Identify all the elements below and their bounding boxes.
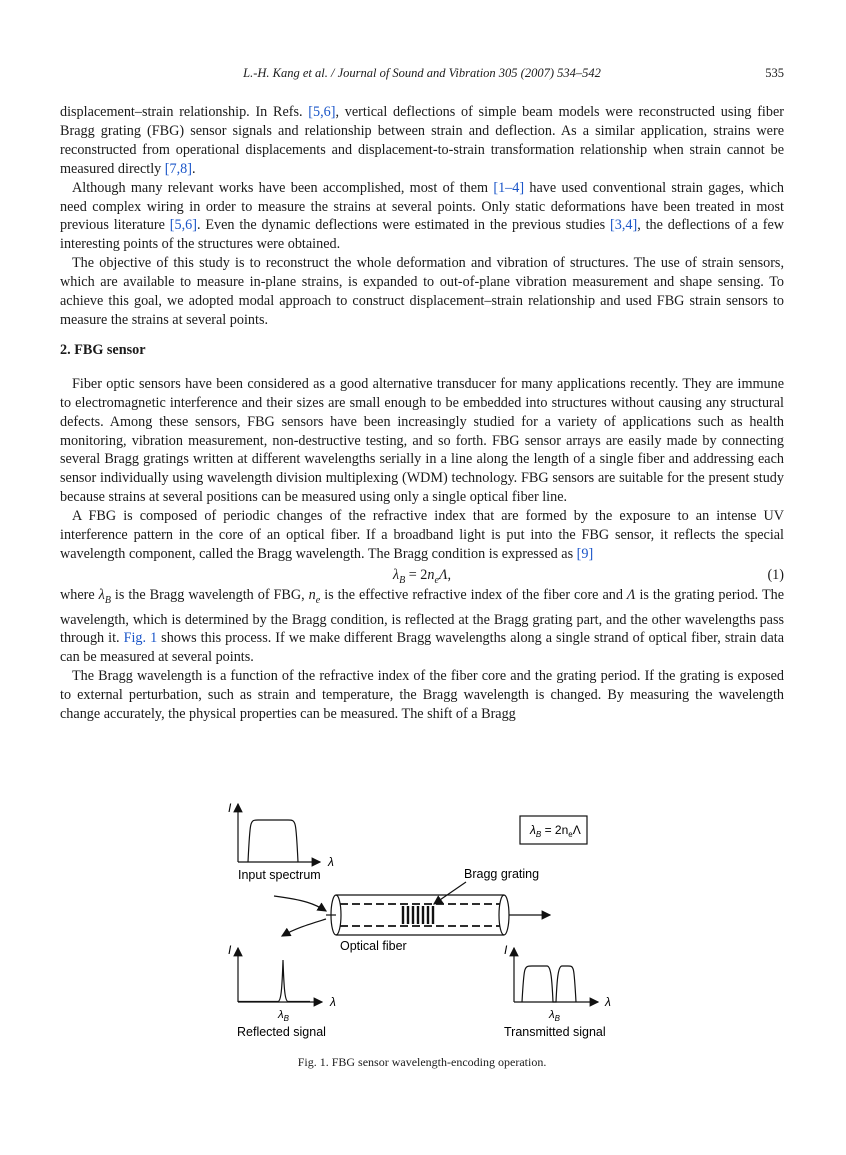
reflected-signal-label: Reflected signal xyxy=(237,1025,326,1039)
reflected-signal-plot xyxy=(228,943,336,1039)
axis-lambda-label: λ xyxy=(328,855,334,869)
article-body xyxy=(60,103,784,724)
axis-i-label: I xyxy=(228,801,232,815)
axis-i-label: I xyxy=(504,943,508,957)
paragraph-4: Fiber optic sensors have been considered as a good alternative transducer for many applications recently. They are immune to electromagnetic interference and their sizes are small enough to be embedded into structures without causing any structural defects. Among these sensors, FBG sensors have been increasingly studied for a variety of applications such as health monitoring, vibration measurement, non-destructive testing, and so forth. FBG sensor arrays are easily made by connecting several Bragg gratings written at different wavelengths serially in a line along the length of a single fiber and addressing each sensor individually using wavelength division multiplexing (WDM) technology. FBG sensors are suitable for the present study because strains at several positions can be measured using only a single optical fiber line. xyxy=(60,375,784,506)
lambda-b-label: $\lambda_B$ xyxy=(278,1009,290,1023)
paragraph-7: The Bragg wavelength is a function of the refractive index of the fiber core and the grating period. If the grating is exposed to external perturbation, such as strain and temperature, the Bragg wavelength is changed. By measuring the wavelength change accurately, the physical properties can be measured. The shift of a Bragg xyxy=(60,668,784,723)
page-number: 535 xyxy=(765,66,784,80)
running-header xyxy=(60,66,784,82)
input-spectrum-plot xyxy=(228,801,334,882)
transmitted-signal-plot xyxy=(504,943,611,1039)
optical-fiber-label: Optical fiber xyxy=(340,939,407,953)
citation-link[interactable]: [3,4] xyxy=(610,217,638,234)
reflected-light-arrow xyxy=(282,919,326,936)
fbg-diagram xyxy=(60,790,784,1055)
citation-link[interactable]: [5,6] xyxy=(308,104,336,120)
axis-lambda-label: λ xyxy=(330,995,336,1009)
paragraph-5: A FBG is composed of periodic changes of the refractive index that are formed by the exposure to an intense UV interference pattern in the core of an optical fiber. If a broadband light is put into the FBG sensor, it reflects the special wavelength component, called the Bragg wavelength. The Bragg condition is expressed as [9] xyxy=(60,508,784,562)
equation-number: (1) xyxy=(767,566,784,583)
input-spectrum-label: Input spectrum xyxy=(238,868,321,882)
paragraph-1: displacement–strain relationship. In Refs. [5,6], vertical deflections of simple beam models were reconstructed using fiber Bragg grating (FBG) sensor signals and relationship between strain and deflection. As a similar application, strains were reconstructed from operational displacements and displacement-to-strain transformation relationship when strain cannot be measured directly [7,8]. xyxy=(60,104,784,177)
lambda-b-label: $\lambda_B$ xyxy=(549,1009,561,1023)
bragg-grating-pointer xyxy=(434,882,466,904)
citation-link[interactable]: [9] xyxy=(576,545,594,562)
paragraph-6: where $\lambda_B$ is the Bragg wavelength of FBG, $n_e$ is the effective refractive index of the fiber core and Λ is the grating period. The wavelength, which is determined by the Bragg condition, is reflected at the Bragg grating part, and the other wavelengths pass through it. Fig. 1 shows this process. If we make different Bragg wavelengths along a single strand of optical fiber, strain data can be measured at several points. xyxy=(60,586,785,666)
optical-fiber xyxy=(326,895,550,953)
citation-link[interactable]: [5,6] xyxy=(169,217,197,234)
axis-lambda-label: λ xyxy=(605,995,611,1009)
citation-link[interactable]: [7,8] xyxy=(164,160,192,177)
formula-box xyxy=(520,816,587,844)
figure-1 xyxy=(60,790,784,1080)
citation-link[interactable]: [1–4] xyxy=(493,179,525,196)
input-light-arrow xyxy=(274,896,326,911)
figure-link[interactable]: Fig. 1 xyxy=(123,630,158,647)
paragraph-3: The objective of this study is to reconstruct the whole deformation and vibration of structures. The use of strain sensors, which are available to measure in-plane strains, is expanded to out-of-plane vibration measurement and shape sensing. To achieve this goal, we adopted modal approach to construct displacement–strain relationship and used FBG strain sensors to measure the strains at several points. xyxy=(60,255,784,328)
section-heading-fbg-sensor: 2. FBG sensor xyxy=(60,341,146,358)
running-title: L.-H. Kang et al. / Journal of Sound and Vibration 305 (2007) 534–542 xyxy=(243,66,601,80)
transmitted-signal-label: Transmitted signal xyxy=(504,1025,606,1039)
svg-text:λB = 2neΛ: $\lambda_B = 2n_e\Lambda$ xyxy=(530,823,581,839)
bragg-grating-label: Bragg grating xyxy=(464,867,540,881)
figure-caption: Fig. 1. FBG sensor wavelength-encoding operation. xyxy=(297,1055,547,1069)
equation-1: $\lambda_B = 2n_e\Lambda$, (1) xyxy=(60,564,784,586)
paragraph-2: Although many relevant works have been accomplished, most of them [1–4] have used conventional strain gages, which need complex wiring in order to measure the strains at several points. Only static deformations have been treated in most previous literature [5,6]. Even the dynamic deflections were estimated in the previous studies [3,4], the deflections of a few interesting points of the structures were obtained. xyxy=(60,179,784,253)
axis-i-label: I xyxy=(228,943,232,957)
